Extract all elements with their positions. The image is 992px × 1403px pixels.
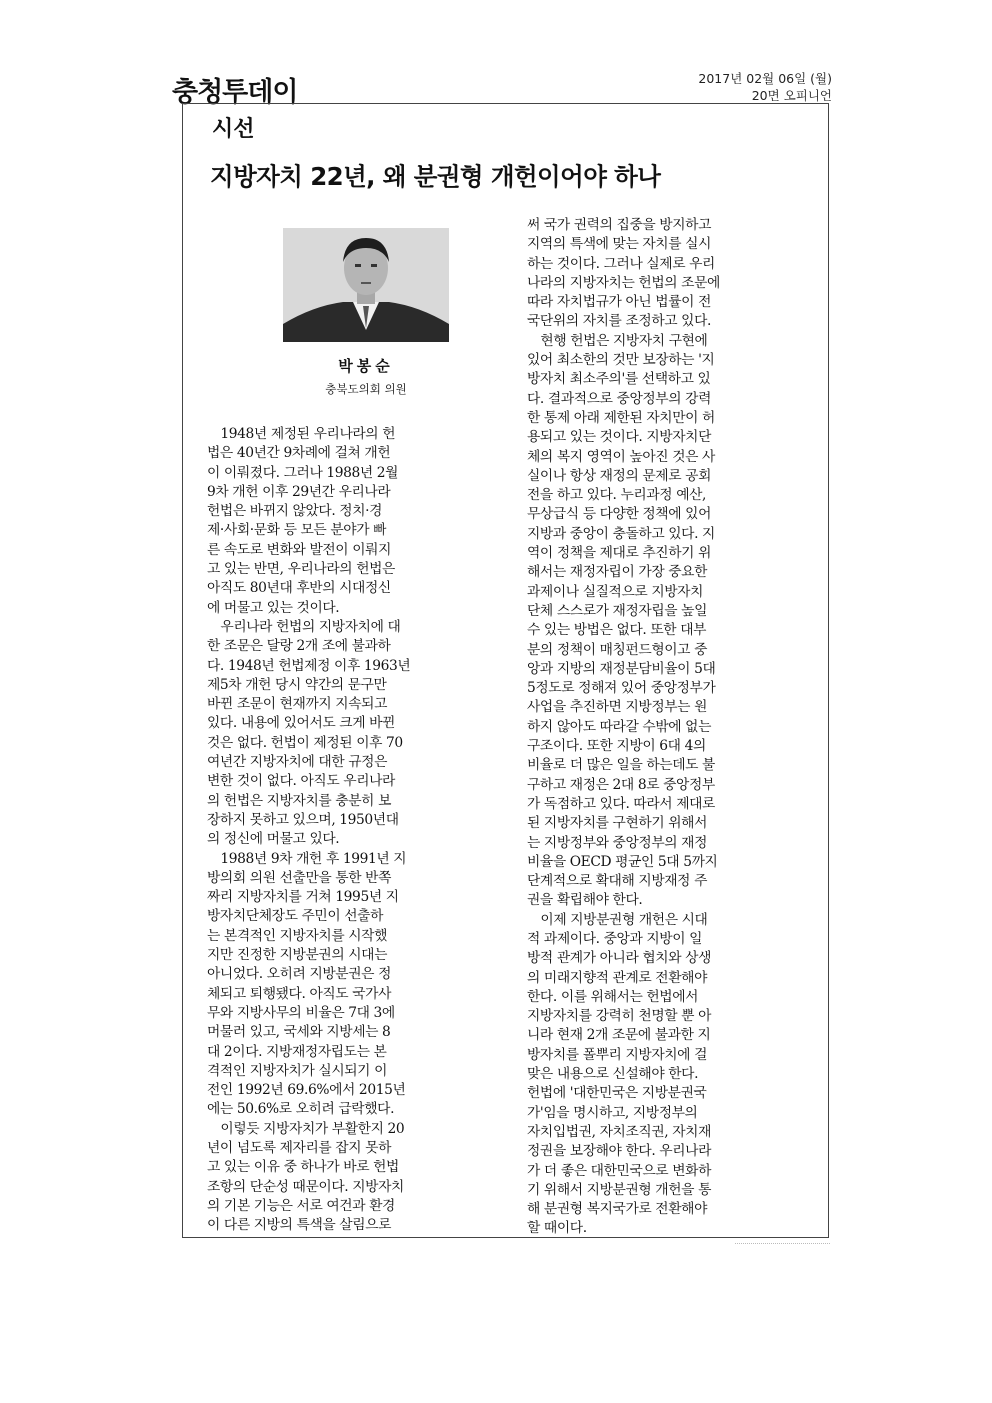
body-text-line: 써 국가 권력의 집중을 방지하고 [527,217,712,233]
body-text-line: 자치입법권, 자치조직권, 자치재 [527,1123,712,1140]
body-text-line: 헌법은 바뀌지 않았다. 정치·경 [207,503,383,520]
body-text-line: 정권을 보장해야 한다. 우리나라 [527,1143,712,1160]
body-text-line: 지만 진정한 지방분권의 시대는 [207,947,388,964]
article-column-right [527,216,815,1239]
body-text-line: 의 기본 기능은 서로 여건과 환경 [207,1197,395,1214]
body-text-line: 하는 것이다. 그러나 실제로 우리 [527,255,715,272]
body-text-line: 이 다른 지방의 특색을 살림으로 [207,1217,392,1234]
body-text-line: 9차 개헌 이후 29년간 우리나라 [207,483,391,500]
body-text-line: 방자치단체장도 주민이 선출하 [207,908,384,925]
body-text-line: 법은 40년간 9차례에 걸쳐 개헌 [207,445,391,462]
body-text-line: 1988년 9차 개헌 후 1991년 지 [207,850,407,867]
newspaper-masthead: 충청투데이 [172,77,298,108]
body-text-line: 다. 1948년 헌법제정 이후 1963년 [207,657,411,674]
body-text-line: 맞은 내용으로 신설해야 한다. [527,1066,699,1083]
body-text-line: 의 미래지향적 관계로 전환해야 [527,969,708,986]
body-text-line: 가 더 좋은 대한민국으로 변화하 [527,1162,712,1179]
body-text-line: 해서는 재정자립이 가장 중요한 [527,564,708,581]
body-text-line: 른 속도로 변화와 발전이 이뤄지 [207,541,392,558]
body-text-line: 의 정신에 머물고 있다. [207,831,340,848]
body-text-line: 구조이다. 또한 지방이 6대 4의 [527,738,706,755]
body-text-line: 고 있는 이유 중 하나가 바로 헌법 [207,1159,399,1176]
body-text-line: 전인 1992년 69.6%에서 2015년 [207,1082,406,1099]
body-text-line: 나라의 지방자치는 헌법의 조문에 [527,274,720,291]
body-text-line: 체되고 퇴행됐다. 아직도 국가사 [207,985,392,1002]
body-text-line: 아니었다. 오히려 지방분권은 정 [207,966,392,983]
body-text-line: 제·사회·문화 등 모든 분야가 빠 [207,522,387,539]
body-text-line: 기 위해서 지방분권형 개헌을 통 [527,1181,712,1198]
body-text-line: 역이 정책을 제대로 추진하기 위 [527,545,712,562]
body-text-line: 지방자치를 강력히 천명할 뿐 아 [527,1008,712,1025]
body-text-line: 이렇듯 지방자치가 부활한지 20 [207,1120,405,1137]
author-name: 박봉순 [338,357,394,375]
dateline [698,70,832,104]
body-text-line: 가'임을 명시하고, 지방정부의 [527,1104,698,1121]
body-text-line: 과제이나 실질적으로 지방자치 [527,583,704,600]
body-text-line: 된 지방자치를 구현하기 위해서 [527,815,708,832]
body-text-line: 용되고 있는 것이다. 지방자치단 [527,429,712,446]
body-text-line: 체의 복지 영역이 높아진 것은 사 [527,448,715,465]
body-text-line: 이 이뤄졌다. 그러나 1988년 2월 [207,464,399,481]
body-text-line: 대 2이다. 지방재정자립도는 본 [207,1043,387,1060]
body-text-line: 수 있는 방법은 없다. 또한 대부 [527,622,707,639]
body-text-line: 는 본격적인 지방자치를 시작했 [207,927,388,944]
body-text-line: 할 때이다. [527,1220,587,1237]
body-text-line: 적 과제이다. 중앙과 지방이 일 [527,930,703,947]
body-text-line: 있어 최소한의 것만 보장하는 '지 [527,352,715,369]
author-portrait-image [283,228,449,342]
body-text-line: 비율로 더 많은 일을 하는데도 불 [527,757,715,774]
body-text-line: 분의 정책이 매칭펀드형이고 중 [527,641,708,658]
body-text-line: 격적인 지방자치가 실시되기 이 [207,1062,388,1079]
body-text-line: 짜리 지방자치를 거쳐 1995년 지 [207,889,399,906]
body-text-line: 에 머물고 있는 것이다. [207,599,340,616]
body-text-line: 우리나라 헌법의 지방자치에 대 [207,618,401,635]
body-text-line: 지방과 중앙이 충돌하고 있다. 지 [527,525,715,542]
body-text-line: 국단위의 자치를 조정하고 있다. [527,313,712,330]
body-text-line: 것은 없다. 헌법이 제정된 이후 70 [207,734,403,751]
body-text-line: 전을 하고 있다. 누리과정 예산, [527,487,707,504]
author-title: 충북도의회 의원 [325,382,407,396]
body-text-line: 여년간 지방자치에 대한 규정은 [207,754,388,771]
body-text-line: 한다. 이를 위해서는 헌법에서 [527,988,699,1005]
body-text-line: 앙과 지방의 재정분담비율이 5대 [527,660,716,677]
body-text-line: 한 통제 아래 제한된 자치만이 허 [527,409,715,426]
body-text-line: 방자치 최소주의'를 선택하고 있 [527,371,711,388]
body-text-line: 년이 넘도록 제자리를 잡지 못하 [207,1139,392,1156]
body-text-line: 1948년 제정된 우리나라의 헌 [207,426,396,442]
body-text-line: 의 헌법은 지방자치를 충분히 보 [207,792,392,809]
article-headline: 지방자치 22년, 왜 분권형 개헌이어야 하나 [210,162,661,191]
body-text-line: 한 조문은 달랑 2개 조에 불과하 [207,638,391,655]
body-text-line: 헌법에 '대한민국은 지방분권국 [527,1085,707,1102]
body-text-line: 5정도로 정해져 있어 중앙정부가 [527,680,716,697]
article-column-left [207,425,495,1235]
publication-date: 2017년 02월 06일 (월) [698,71,832,86]
body-text-line: 방의회 의원 선출만을 통한 반쪽 [207,869,392,886]
body-text-line: 따라 자치법규가 아닌 법률이 전 [527,294,712,311]
body-text-line: 지역의 특색에 맞는 자치를 실시 [527,236,712,253]
column-section-title: 시선 [212,117,255,142]
body-text-line: 단체 스스로가 재정자립을 높일 [527,602,708,619]
body-text-line: 이제 지방분권형 개헌은 시대 [527,911,708,928]
body-text-line: 아직도 80년대 후반의 시대정신 [207,580,391,597]
body-text-line: 변한 것이 없다. 아직도 우리나라 [207,773,395,790]
body-text-line: 하지 않아도 따라갈 수밖에 없는 [527,718,712,735]
body-text-line: 제5차 개헌 당시 약간의 문구만 [207,676,387,693]
body-text-line: 무상급식 등 다양한 정책에 있어 [527,506,712,523]
body-text-line: 는 지방정부와 중앙정부의 재정 [527,834,708,851]
body-text-line: 구하고 재정은 2대 8로 중앙정부 [527,776,715,793]
body-text-line: 현행 헌법은 지방자치 구현에 [527,332,708,349]
body-text-line: 장하지 못하고 있으며, 1950년대 [207,811,399,828]
body-text-line: 실이나 항상 재정의 문제로 공회 [527,467,712,484]
body-text-line: 다. 결과적으로 중앙정부의 강력 [527,390,712,407]
body-text-line: 무와 지방사무의 비율은 7대 3에 [207,1004,395,1021]
body-text-line: 단계적으로 확대해 지방재정 주 [527,873,708,890]
author-photo [283,228,449,342]
page-section-label: 20면 오피니언 [751,88,832,103]
body-text-line: 에는 50.6%로 오히려 급락했다. [207,1101,395,1118]
body-text-line: 방적 관계가 아니라 협치와 상생 [527,950,712,967]
body-text-line: 조항의 단순성 때문이다. 지방자치 [207,1178,404,1195]
body-text-line: 바뀐 조문이 현재까지 지속되고 [207,696,388,713]
body-text-line: 머물러 있고, 국세와 지방세는 8 [207,1024,391,1041]
body-text-line: 고 있는 반면, 우리나라의 헌법은 [207,561,395,578]
body-text-line: 해 분권형 복지국가로 전환해야 [527,1201,708,1218]
body-text-line: 사업을 추진하면 지방정부는 원 [527,699,708,716]
footer-rule [735,1243,830,1246]
body-text-line: 방자치를 폴뿌리 지방자치에 걸 [527,1046,708,1063]
body-text-line: 권을 확립해야 한다. [527,892,643,909]
body-text-line: 비율을 OECD 평균인 5대 5까지 [527,853,718,870]
body-text-line: 가 독점하고 있다. 따라서 제대로 [527,795,715,812]
body-text-line: 니라 현재 2개 조문에 불과한 지 [527,1027,711,1044]
body-text-line: 있다. 내용에 있어서도 크게 바뀐 [207,715,395,732]
